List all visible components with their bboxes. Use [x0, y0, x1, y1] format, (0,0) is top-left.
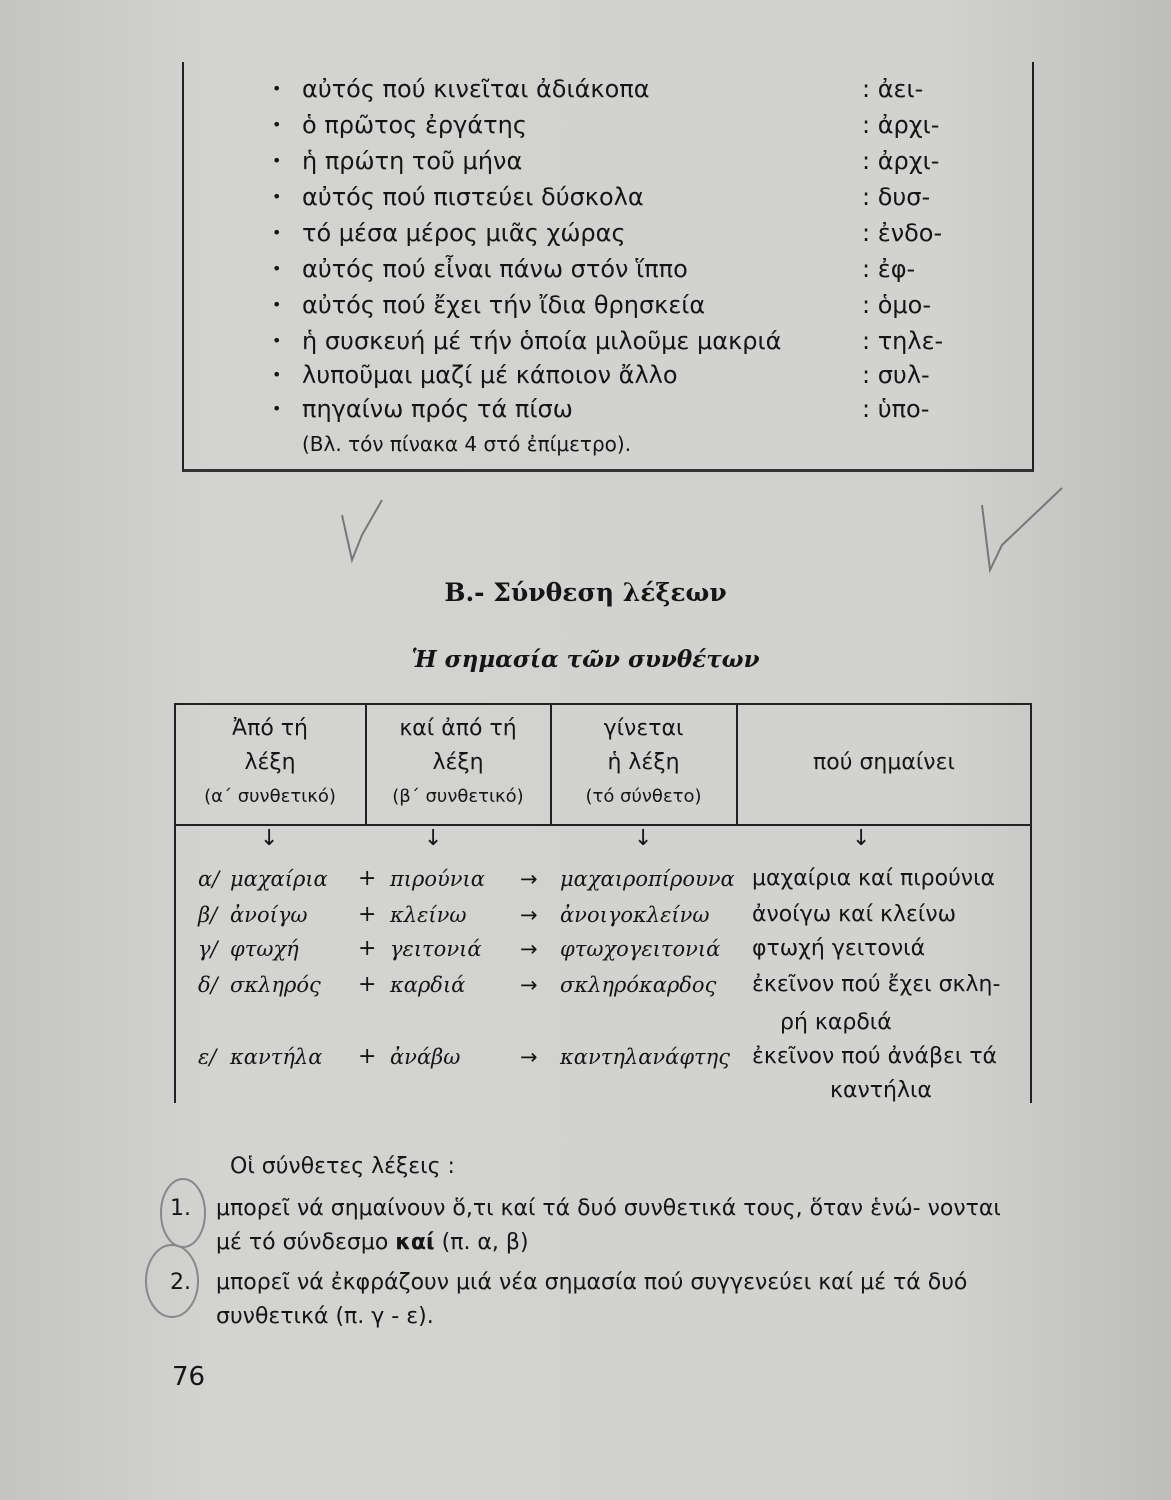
prefix-row: • λυποῦμαι μαζί μέ κάποιον ἄλλο : συλ-: [272, 361, 930, 389]
table-header-divider: [174, 824, 1032, 826]
prefix-row: • ὁ πρῶτος ἐργάτης : ἀρχι-: [272, 111, 940, 139]
header-first-component: Ἀπό τή λέξη (α΄ συνθετικό): [204, 716, 336, 807]
prefix-row: • αὐτός πού πιστεύει δύσκολα : δυσ-: [272, 183, 931, 211]
table-row: δ/ σκληρός + καρδιά → σκληρόκαρδος ἐκεῖνον πού ἔχει σκλη-: [198, 972, 1001, 997]
section-title: Β.- Σύνθεση λέξεων: [444, 578, 727, 607]
header-second-component: καί ἀπό τή λέξη (β΄ συνθετικό): [392, 716, 524, 807]
meaning-continuation: καντήλια: [830, 1078, 932, 1103]
prefix-row: • τό μέσα μέρος μιᾶς χώρας : ἐνδο-: [272, 219, 943, 247]
header-meaning: πού σημαίνει: [813, 750, 955, 775]
down-arrow-icon: ↓: [634, 826, 653, 851]
table-row: α/ μαχαίρια + πιρούνια → μαχαιροπίρουνα μαχαίρια καί πιρούνια: [198, 866, 996, 891]
down-arrow-icon: ↓: [424, 826, 443, 851]
table-row: γ/ φτωχή + γειτονιά → φτωχογειτονιά φτωχή γειτονιά: [198, 936, 926, 961]
prefix-row: • αὐτός πού εἶναι πάνω στόν ἵππο : ἐφ-: [272, 255, 916, 283]
prefix-row: • αὐτός πού ἔχει τήν ἴδια θρησκεία : ὁμο-: [272, 291, 932, 319]
meaning-continuation: ρή καρδιά: [780, 1010, 892, 1035]
page-number: 76: [172, 1362, 206, 1392]
header-compound: γίνεται ἡ λέξη (τό σύνθετο): [585, 716, 702, 807]
prefix-row: • ἡ συσκευή μέ τήν ὁποία μιλοῦμε μακριά : τηλε-: [272, 327, 944, 355]
table-row: β/ ἀνοίγω + κλείνω → ἀνοιγοκλείνω ἀνοίγω καί κλείνω: [198, 902, 957, 927]
prefix-row: • πηγαίνω πρός τά πίσω : ὑπο-: [272, 395, 930, 423]
table-row: ε/ καντήλα + ἀνάβω → καντηλανάφτης ἐκεῖνον πού ἀνάβει τά: [198, 1044, 998, 1069]
prefix-row: • ἡ πρώτη τοῦ μήνα : ἀρχι-: [272, 147, 940, 175]
section-subtitle: Ἡ σημασία τῶν συνθέτων: [411, 646, 760, 673]
down-arrow-icon: ↓: [260, 826, 279, 851]
appendix-note: (Βλ. τόν πίνακα 4 στό ἐπίμετρο).: [302, 432, 632, 456]
down-arrow-icon: ↓: [852, 826, 871, 851]
rules-intro: Οἱ σύνθετες λέξεις :: [230, 1154, 455, 1179]
prefix-row: • αὐτός πού κινεῖται ἀδιάκοπα : ἀει-: [272, 75, 924, 103]
